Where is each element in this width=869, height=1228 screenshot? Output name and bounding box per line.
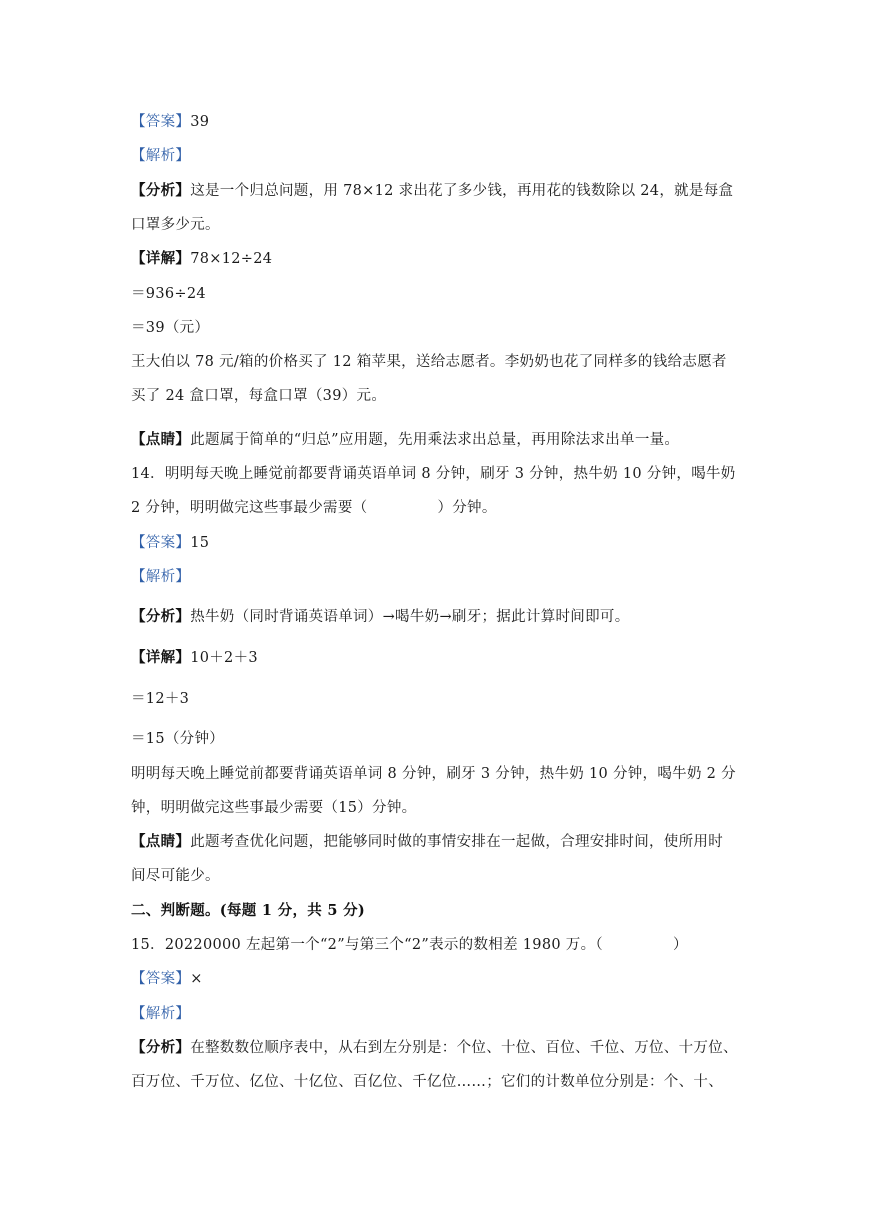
question-text: 15．20220000 左起第一个“2”与第三个“2”表示的数相差 1980 万。（ [131, 937, 603, 953]
fenxi-text: 热牛奶（同时背诵英语单词）→喝牛奶→刷牙；据此计算时间即可。 [190, 609, 630, 625]
q13-calc-step-3: ＝39（元） [131, 320, 210, 336]
q15-question-line [131, 935, 688, 955]
q14-calc-step-2: ＝12＋3 [131, 691, 190, 707]
answer-value: 39 [190, 114, 210, 130]
q13-dianjing-line [131, 430, 679, 450]
dianjing-tag: 【点睛】 [131, 431, 191, 448]
q13-analysis-heading [131, 146, 190, 166]
q13-fenxi-line-1 [131, 181, 733, 201]
question-text-end: ） [672, 937, 688, 953]
calc-step-1: 10＋2＋3 [190, 650, 258, 666]
dianjing-text: 此题考查优化问题，把能够同时做的事情安排在一起做，合理安排时间，使所用时 [190, 834, 723, 850]
q14-answer-line [131, 533, 209, 553]
q13-summary-line-1: 王大伯以 78 元/箱的价格买了 12 箱苹果，送给志愿者。李奶奶也花了同样多的钱给志愿者 [131, 354, 727, 370]
analysis-tag: 【解析】 [131, 569, 191, 585]
xiangjie-tag: 【详解】 [131, 649, 191, 666]
question-text-end: ）分钟。 [437, 500, 497, 516]
q13-answer-line [131, 112, 209, 132]
fenxi-tag: 【分析】 [131, 182, 191, 199]
section-heading: 二、判断题。(每题 1 分，共 5 分) [131, 902, 366, 919]
analysis-tag: 【解析】 [131, 1006, 191, 1022]
q15-answer-line [131, 969, 203, 989]
calc-step-1: 78×12÷24 [190, 251, 273, 267]
q14-dianjing-line-2: 间尽可能少。 [131, 868, 220, 884]
fenxi-tag: 【分析】 [131, 1039, 191, 1056]
q14-question-line-1: 14．明明每天晚上睡觉前都要背诵英语单词 8 分钟，刷牙 3 分钟，热牛奶 10 分钟，喝牛奶 [131, 466, 736, 482]
answer-value: 15 [190, 535, 210, 551]
q14-analysis-heading [131, 567, 190, 587]
q13-summary-line-2: 买了 24 盒口罩，每盒口罩（39）元。 [131, 388, 387, 404]
q13-calc-step-2: ＝936÷24 [131, 286, 206, 302]
answer-value: × [190, 971, 203, 987]
question-text: 2 分钟，明明做完这些事最少需要（ [131, 500, 368, 516]
fenxi-tag: 【分析】 [131, 608, 191, 625]
fenxi-text: 在整数数位顺序表中，从右到左分别是：个位、十位、百位、千位、万位、十万位、 [190, 1040, 738, 1056]
analysis-tag: 【解析】 [131, 148, 191, 164]
q15-fenxi-line-2: 百万位、千万位、亿位、十亿位、百亿位、千亿位……；它们的计数单位分别是：个、十、 [131, 1074, 723, 1090]
q15-analysis-heading [131, 1004, 190, 1024]
q14-dianjing-line-1 [131, 832, 723, 852]
q14-question-line-2 [131, 498, 497, 518]
dianjing-text: 此题属于简单的“归总”应用题，先用乘法求出总量，再用除法求出单一量。 [190, 432, 680, 448]
xiangjie-tag: 【详解】 [131, 250, 191, 267]
dianjing-tag: 【点睛】 [131, 833, 191, 850]
q14-xiangjie-line [131, 648, 258, 668]
q15-fenxi-line-1 [131, 1038, 738, 1058]
q14-summary-line-2: 钟，明明做完这些事最少需要（15）分钟。 [131, 800, 417, 816]
answer-tag: 【答案】 [131, 971, 191, 987]
q14-calc-step-3: ＝15（分钟） [131, 731, 225, 747]
q14-fenxi-line [131, 607, 630, 627]
q14-summary-line-1: 明明每天晚上睡觉前都要背诵英语单词 8 分钟，刷牙 3 分钟，热牛奶 10 分钟，喝牛奶 2 分 [131, 766, 736, 782]
answer-tag: 【答案】 [131, 535, 191, 551]
fenxi-text: 这是一个归总问题，用 78×12 求出花了多少钱，再用花的钱数除以 24，就是每盒 [190, 183, 734, 199]
q13-xiangjie-line [131, 249, 272, 269]
q13-fenxi-line-2: 口罩多少元。 [131, 217, 220, 233]
answer-tag: 【答案】 [131, 114, 191, 130]
